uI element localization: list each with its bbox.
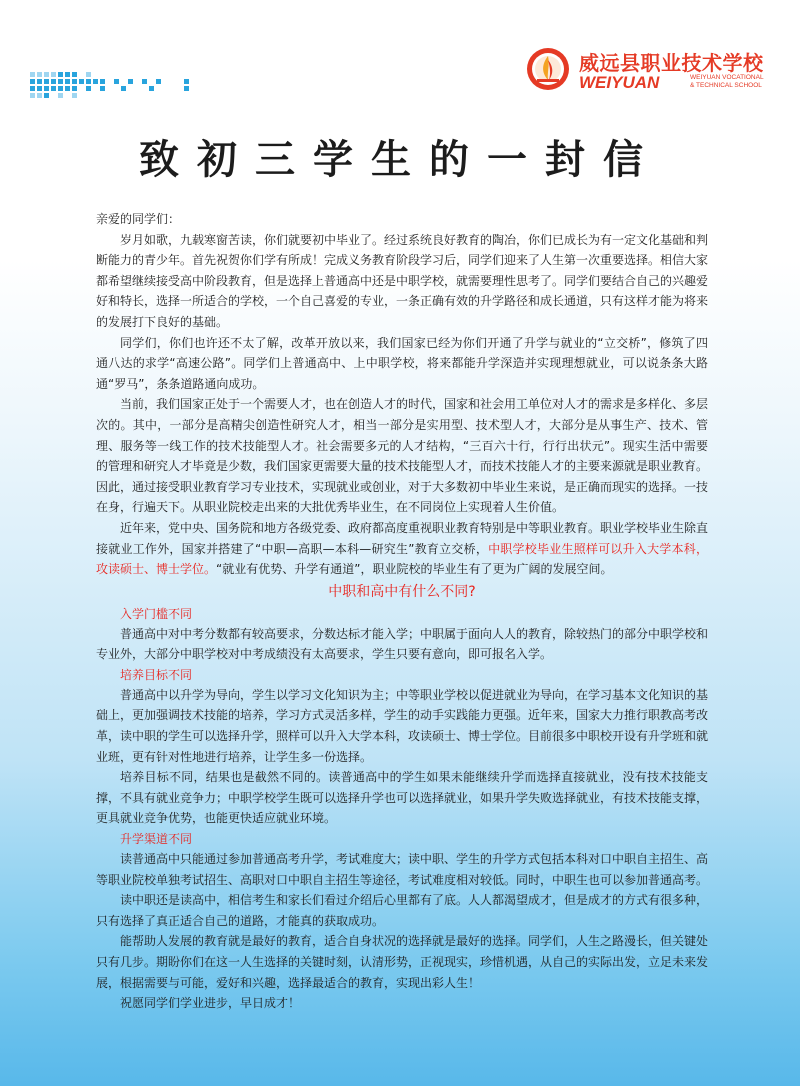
paragraph-6: 普通高中以升学为导向，学生以学习文化知识为主；中等职业学校以促进就业为导向，在学习基本文化知识的基础上，更加强调技术技能的培养，学习方式灵活多样，学生的动手实践能力更强。近年来，国家大力推行职教高考改革，读中职的学生可以选择升学，照样可以升入大学本科，攻读硕士、博士学位。目前很多中职校开设有升学班和就业班，更有针对性地进行培养，让学生多一份选择。 (96, 687, 709, 764)
paragraph-5: 普通高中对中考分数都有较高要求，分数达标才能入学；中职属于面向人人的教育，除较热门的部分中职学校和专业外，大部分中职学校对中考成绩没有太高要求，学生只要有意向，即可报名入学。 (96, 626, 709, 662)
letter-greeting: 亲爱的同学们： (96, 212, 181, 226)
subheading-training-goal: 培养目标不同 (120, 667, 193, 682)
paragraph-7: 培养目标不同，结果也是截然不同的。读普通高中的学生如果未能继续升学而选择直接就业，没有技术技能支撑，不具有就业竞争力；中职学校学生既可以选择升学也可以选择就业，如果升学失败选择就业，有技术技能支撑，更具就业竞争优势，也能更快适应就业环境。 (96, 770, 709, 826)
school-logo (525, 46, 775, 96)
school-name-en-line2: & TECHNICAL SCHOOL (690, 82, 762, 89)
school-emblem-icon (525, 46, 571, 92)
paragraph-2: 同学们，你们也许还不太了解，改革开放以来，我们国家已经为你们开通了升学与就业的“立交桥”，修筑了四通八达的求学“高速公路”。同学们上普通高中、上中职学校，将来都能升学深造并实现理想就业，可以说条条大路通“罗马”，条条道路通向成功。 (96, 335, 708, 391)
paragraph-1: 岁月如歌，九载寒窗苦读，你们就要初中毕业了。经过系统良好教育的陶冶，你们已成长为有一定文化基础和判断能力的青少年。首先祝贺你们学有所成！完成义务教育阶段学习后，同学们迎来了人生第一次重要选择。相信大家都希望继续接受高中阶段教育，但是选择上普通高中还是中职学校，就需要理性思考了。同学们要结合自己的兴趣爱好和特长，选择一所适合的学校，一个自己喜爱的专业，一条正确有效的升学路径和成长通道，只有这样才能为将来的发展打下良好的基础。 (96, 232, 709, 329)
school-name-en-line1: WEIYUAN VOCATIONAL (690, 74, 764, 81)
page-title: 致初三学生的一封信 (139, 136, 661, 183)
paragraph-3: 当前，我们国家正处于一个需要人才，也在创造人才的时代，国家和社会用工单位对人才的需求是多样化、多层次的。其中，一部分是高精尖创造性研究人才，相当一部分是实用型、技术型人才，大部分是从事生产、技术、管理、服务等一线工作的技术技能型人才。社会需要多元的人才结构，“三百六十行，行行出状元”。现实生活中需要的管理和研究人才毕竟是少数，我们国家更需要大量的技术技能型人才，而技术技能人才的主要来源就是职业教育。因此，通过接受职业教育学习专业技术，实现就业或创业，对于大多数初中毕业生来说，是正确而现实的选择。一技在身，行遍天下。从职业院校走出来的大批优秀毕业生，在不同岗位上实现着人生价值。 (96, 397, 709, 515)
paragraph-10: 能帮助人发展的教育就是最好的教育，适合自身状况的选择就是最好的选择。同学们，人生之路漫长，但关键处只有几步。期盼你们在这一人生选择的关键时刻，认清形势，正视现实，珍惜机遇，从自己的实际出发，立足未来发展，根据需要与可能，爱好和兴趣，选择最适合的教育，实现出彩人生！ (96, 934, 709, 990)
school-name-cn: 威远县职业技术学校 (579, 51, 764, 75)
paragraph-4-highlight: 中职学校毕业生照样可以升入大学本科，攻读硕士、博士学位。 (96, 541, 708, 577)
school-name-en: WEIYUAN (579, 73, 660, 92)
letter-closing: 祝愿同学们学业进步，早日成才！ (120, 996, 301, 1011)
letter-body (96, 209, 708, 1014)
paragraph-8: 读普通高中只能通过参加普通高考升学，考试难度大；读中职、学生的升学方式包括本科对口中职自主招生、高等职业院校单独考试招生、高职对口中职自主招生等途径，考试难度相对较低。同时，中职生也可以参加普通高考。 (96, 852, 709, 887)
subheading-promotion-channel: 升学渠道不同 (120, 832, 193, 847)
paragraph-9: 读中职还是读高中，相信考生和家长们看过介绍后心里都有了底。人人都渴望成才，但是成才的方式有很多种，只有选择了真正适合自己的道路，才能真的获取成功。 (96, 893, 709, 928)
paragraph-4-start: 近年来，党中央、国务院和地方各级党委、政府都高度重视职业教育特别是中等职业教育。职业学校毕业生除直接就业工作外，国家并搭建了“中职—高职—本科—研究生”教育立交桥， (96, 520, 709, 556)
paragraph-4 (96, 518, 708, 580)
section-title: 中职和高中有什么不同? (328, 583, 476, 600)
subheading-admission: 入学门槛不同 (120, 606, 193, 621)
school-name-en-sub (690, 74, 764, 90)
paragraph-4-end: “就业有优势、升学有通道”，职业院校的毕业生有了更为广阔的发展空间。 (216, 562, 613, 577)
